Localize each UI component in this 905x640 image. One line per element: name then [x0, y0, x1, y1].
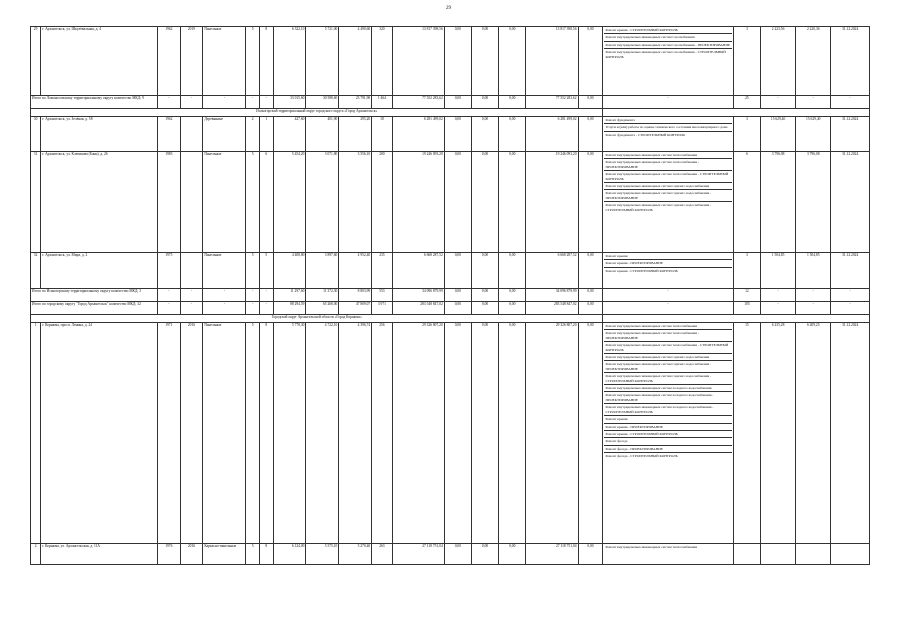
address: г. Архангельск, ул. Зелёная, д. 58: [41, 117, 158, 152]
work-item: Ремонт внутридомовых инженерных систем теплоснабжения - СТРОИТЕЛЬНЫЙ КОНТРОЛЬ: [604, 342, 731, 354]
work-item: Ремонт фасада - СТРОИТЕЛЬНЫЙ КОНТРОЛЬ: [605, 454, 678, 459]
floors: 5: [246, 152, 260, 253]
dash: -: [157, 302, 180, 315]
premises-area: 30 588,60: [306, 96, 339, 109]
fund-owners: 6 668 287,52: [526, 253, 578, 289]
row-number: 2: [31, 544, 41, 565]
year-repair: [180, 152, 203, 253]
section-row: [31, 315, 870, 323]
section-blank: [603, 315, 870, 323]
total-area: 33 015,60: [273, 96, 306, 109]
premises-area: 401,90: [306, 117, 339, 152]
fund-regional: 0,00: [471, 152, 498, 253]
unit-cost: [761, 544, 796, 565]
table-row: [31, 253, 870, 289]
residential-area: 4 952,40: [339, 253, 372, 289]
fund-owners: 13 817 398,56: [526, 27, 578, 96]
works-list: [603, 544, 733, 565]
work-item: Ремонт крыши - СТРОИТЕЛЬНЫЙ КОНТРОЛЬ: [605, 268, 678, 273]
unit-cost: -: [761, 96, 796, 109]
works-list: [603, 117, 733, 152]
fund-owners: 29 326 807,20: [526, 323, 578, 544]
fund-regional: 0,00: [471, 117, 498, 152]
work-item: Ремонт внутридомовых инженерных систем горячего водоснабжения - СТРОИТЕЛЬНЫЙ КОНТРОЛЬ: [604, 373, 731, 385]
dash: -: [246, 96, 260, 109]
works-count: 6: [733, 152, 760, 253]
fund-federal: 0,00: [444, 544, 471, 565]
residential-area: 23 791,90: [339, 96, 372, 109]
fund-local: 0,00: [499, 289, 526, 302]
works-count: 3: [733, 253, 760, 289]
work-item: Ремонт внутридомовых инженерных систем горячего водоснабжения - ПРОЕКТИРОВАНИЕ: [604, 190, 731, 202]
row-number: 29: [31, 27, 41, 96]
total-area: 427,60: [273, 117, 306, 152]
dash: -: [157, 289, 180, 302]
fund-local: 0,00: [499, 152, 526, 253]
unit-cost-limit: -: [796, 302, 831, 315]
work-item: Ремонт фасада: [604, 438, 731, 445]
unit-cost-limit: 15 629,40: [796, 117, 831, 152]
dash: -: [180, 289, 203, 302]
total-cost: 13 817 398,56: [392, 27, 444, 96]
works-list: [603, 253, 733, 289]
total-cost: 6 668 287,52: [392, 253, 444, 289]
fund-other: 0,00: [578, 117, 603, 152]
work-item: Ремонт внутридомовых инженерных систем теплоснабжения - ПРОЕКТИРОВАНИЕ: [604, 159, 731, 171]
table-row: [31, 544, 870, 565]
year-repair: 2016: [180, 323, 203, 544]
residential-area: 3 556,10: [339, 152, 372, 253]
repair-register-table: [30, 26, 870, 565]
table-row: [31, 117, 870, 152]
fund-regional: 0,00: [471, 302, 498, 315]
work-item: Ремонт крыши: [604, 253, 731, 260]
section-blank: [603, 109, 870, 117]
fund-federal: 0,00: [444, 27, 471, 96]
year-repair: 2016: [180, 544, 203, 565]
fund-local: 0,00: [499, 96, 526, 109]
floors: 5: [246, 323, 260, 544]
year-built: 1975: [157, 253, 180, 289]
works-list: -: [603, 96, 733, 109]
works-count: 105: [733, 302, 760, 315]
address: г. Архангельск, ул. Мира, д. 2: [41, 253, 158, 289]
fund-local: 0,00: [499, 323, 526, 544]
fund-regional: 0,00: [471, 323, 498, 544]
completion-date: 31.12.2024: [831, 323, 870, 544]
wall-material: Каркасно-панельные: [203, 544, 246, 565]
entrances: 6: [259, 152, 273, 253]
fund-other: 0,00: [578, 253, 603, 289]
work-item: Ремонт внутридомовых инженерных систем газоснабжения - СТРОИТЕЛЬНЫЙ КОНТРОЛЬ: [605, 50, 726, 59]
work-item: Ремонт внутридомовых инженерных систем горячего водоснабжения - СТРОИТЕЛЬНЫЙ КОНТРОЛЬ: [605, 203, 712, 212]
residential-area: 8 803,99: [339, 289, 372, 302]
work-item: Ремонт внутридомовых инженерных систем горячего водоснабжения: [604, 183, 731, 190]
wall-material: Панельные: [203, 253, 246, 289]
section-row: [31, 109, 870, 117]
works-list: [603, 152, 733, 253]
unit-cost-limit: -: [796, 289, 831, 302]
work-item: Ремонт крыши: [604, 416, 731, 423]
entrances: 1: [259, 117, 273, 152]
year-repair: [180, 117, 203, 152]
total-area: 6 124,00: [273, 544, 306, 565]
fund-other: 0,00: [578, 289, 603, 302]
residents: 256: [372, 323, 392, 544]
fund-local: 0,00: [499, 27, 526, 96]
dash: -: [246, 289, 260, 302]
premises-area: 5 721,00: [306, 27, 339, 96]
wall-material: Панельные: [203, 27, 246, 96]
total-area: 88 294,59: [273, 302, 306, 315]
fund-owners: 283 548 847,02: [526, 302, 578, 315]
works-count: 3: [733, 117, 760, 152]
address: г. Архангельск, ул. Клепикова (Банн), д. 26: [41, 152, 158, 253]
work-item: Услуги и (или) работы по оценке технического состояния многоквартирного дома: [604, 124, 731, 131]
total-cost: 27 118 751,04: [392, 544, 444, 565]
residents: 200: [372, 152, 392, 253]
unit-cost: -: [761, 289, 796, 302]
total-area: 5 778,30: [273, 323, 306, 544]
unit-cost-limit: 3 796,08: [796, 152, 831, 253]
dash: -: [180, 96, 203, 109]
works-count: 25: [733, 96, 760, 109]
dash: -: [259, 96, 273, 109]
fund-federal: 0,00: [444, 253, 471, 289]
completion-date: 31.12.2024: [831, 253, 870, 289]
total-area: 6 322,10: [273, 27, 306, 96]
entrances: 5: [259, 253, 273, 289]
work-item: Ремонт фундамента: [604, 117, 731, 124]
address: г. Архангельск, ул. Шкулёвальная, д. 4: [41, 27, 158, 96]
unit-cost: 15 629,40: [761, 117, 796, 152]
total-cost: 29 326 807,20: [392, 323, 444, 544]
work-item: Ремонт крыши - ПРОЕКТИРОВАНИЕ: [604, 260, 731, 267]
wall-material: Деревянные: [203, 117, 246, 152]
section-title: Исакогорский территориальный округ городского округа «Город Архангельск»: [31, 109, 603, 117]
table-row: [31, 27, 870, 96]
unit-cost: -: [761, 302, 796, 315]
residents: 235: [372, 253, 392, 289]
residential-area: 5 270,40: [339, 544, 372, 565]
total-label: Итого по Исакогорскому территориальному округу количество МКД: 3: [31, 289, 158, 302]
works-count: 12: [733, 289, 760, 302]
total-area: 11 297,60: [273, 289, 306, 302]
residents: 3 971: [372, 302, 392, 315]
work-item: Ремонт внутридомовых инженерных систем газоснабжения: [604, 34, 731, 41]
works-count: [733, 544, 760, 565]
unit-cost: 3 796,08: [761, 152, 796, 253]
premises-area: 3 897,60: [306, 253, 339, 289]
work-item: Ремонт внутридомовых инженерных систем теплоснабжения - ПРОЕКТИРОВАНИЕ: [604, 330, 731, 342]
total-cost: 6 281 499,02: [392, 117, 444, 152]
total-area: 5 454,20: [273, 152, 306, 253]
row-number: 1: [31, 323, 41, 544]
fund-other: 0,00: [578, 96, 603, 109]
fund-local: 0,00: [499, 117, 526, 152]
completion-date: -: [831, 96, 870, 109]
completion-date: -: [831, 302, 870, 315]
row-number: 32: [31, 253, 41, 289]
premises-area: 5 575,10: [306, 544, 339, 565]
residential-area: 4 490,60: [339, 27, 372, 96]
section-title: Городской округ Архангельской области «Город Коряжма»: [31, 315, 603, 323]
work-item: Ремонт внутридомовых инженерных систем холодного водоснабжения - СТРОИТЕЛЬНЫЙ КОНТРОЛЬ: [604, 404, 731, 416]
fund-federal: 0,00: [444, 152, 471, 253]
year-repair: [180, 253, 203, 289]
work-item: Ремонт внутридомовых инженерных систем холодного водоснабжения: [604, 385, 731, 392]
entrances: 8: [259, 544, 273, 565]
works-list: [603, 27, 733, 96]
residential-area: 47 809,07: [339, 302, 372, 315]
year-repair: 2019: [180, 27, 203, 96]
table-row: [31, 152, 870, 253]
fund-federal: 0,00: [444, 96, 471, 109]
total-row: [31, 96, 870, 109]
work-item: Ремонт крыши - СТРОИТЕЛЬНЫЙ КОНТРОЛЬ: [604, 431, 731, 438]
unit-cost-limit: [796, 544, 831, 565]
completion-date: 31.12.2024: [831, 152, 870, 253]
residents: 320: [372, 27, 392, 96]
works-list: [603, 323, 733, 544]
fund-regional: 0,00: [471, 96, 498, 109]
work-item: Ремонт фасада - ПРОЕКТИРОВАНИЕ: [604, 446, 731, 453]
total-row: [31, 289, 870, 302]
fund-owners: 77 552 283,62: [526, 96, 578, 109]
works-count: 3: [733, 27, 760, 96]
entrances: 8: [259, 27, 273, 96]
year-built: 1962: [157, 117, 180, 152]
total-cost: 283 548 847,02: [392, 302, 444, 315]
dash: -: [203, 289, 246, 302]
unit-cost-limit: -: [796, 96, 831, 109]
total-cost: 19 246 093,20: [392, 152, 444, 253]
unit-cost-limit: 2 220,36: [796, 27, 831, 96]
work-item: Ремонт внутридомовых инженерных систем газоснабжения - ПРОЕКТИРОВАНИЕ: [604, 42, 731, 49]
fund-federal: 0,00: [444, 289, 471, 302]
work-item: Ремонт внутридомовых инженерных систем горячего водоснабжения - ПРОЕКТИРОВАНИЕ: [604, 361, 731, 373]
wall-material: Панельные: [203, 152, 246, 253]
floors: 2: [246, 117, 260, 152]
fund-regional: 0,00: [471, 289, 498, 302]
work-item: Ремонт внутридомовых инженерных систем теплоснабжения - СТРОИТЕЛЬНЫЙ КОНТРОЛЬ: [604, 171, 731, 183]
completion-date: [831, 544, 870, 565]
total-row: [31, 302, 870, 315]
fund-other: 0,00: [578, 302, 603, 315]
work-item: Ремонт крыши - ПРОЕКТИРОВАНИЕ: [604, 424, 731, 431]
floors: 5: [246, 253, 260, 289]
floors: 5: [246, 544, 260, 565]
fund-local: 0,00: [499, 302, 526, 315]
page-number: 29: [446, 6, 451, 11]
address: г. Коряжма, просп. Ленина, д. 24: [41, 323, 158, 544]
total-cost: 77 552 283,62: [392, 96, 444, 109]
total-area: 4 408,80: [273, 253, 306, 289]
fund-regional: 0,00: [471, 253, 498, 289]
unit-cost: 6 235,28: [761, 323, 796, 544]
fund-owners: 19 246 093,20: [526, 152, 578, 253]
residential-area: 4 396,74: [339, 323, 372, 544]
wall-material: Панельные: [203, 323, 246, 544]
fund-federal: 0,00: [444, 302, 471, 315]
table-row: [31, 323, 870, 544]
fund-local: 0,00: [499, 253, 526, 289]
fund-owners: 34 096 879,99: [526, 289, 578, 302]
work-item: Ремонт фундамента - СТРОИТЕЛЬНЫЙ КОНТРОЛЬ: [605, 132, 686, 137]
completion-date: -: [831, 289, 870, 302]
unit-cost: 1 504,85: [761, 253, 796, 289]
year-built: 1983: [157, 152, 180, 253]
completion-date: 31.12.2024: [831, 27, 870, 96]
year-built: 1976: [157, 544, 180, 565]
fund-federal: 0,00: [444, 323, 471, 544]
unit-cost: 2 223,56: [761, 27, 796, 96]
fund-owners: 27 118 751,04: [526, 544, 578, 565]
residents: 1 464: [372, 96, 392, 109]
dash: -: [180, 302, 203, 315]
fund-owners: 6 281 499,02: [526, 117, 578, 152]
work-item: Ремонт внутридомовых инженерных систем холодного водоснабжения - ПРОЕКТИРОВАНИЕ: [604, 392, 731, 404]
residential-area: 295,20: [339, 117, 372, 152]
fund-other: 0,00: [578, 323, 603, 544]
residents: 263: [372, 544, 392, 565]
work-item: Ремонт внутридомовых инженерных систем горячего водоснабжения: [604, 354, 731, 361]
work-item: Ремонт крыши - СТРОИТЕЛЬНЫЙ КОНТРОЛЬ: [604, 27, 731, 34]
address: г. Коряжма, ул. Архангельская, д. 11А: [41, 544, 158, 565]
dash: -: [246, 302, 260, 315]
premises-area: 11 372,30: [306, 289, 339, 302]
row-number: 31: [31, 152, 41, 253]
premises-area: 4 722,10: [306, 323, 339, 544]
dash: -: [157, 96, 180, 109]
premises-area: 65 268,00: [306, 302, 339, 315]
residents: 18: [372, 117, 392, 152]
fund-regional: 0,00: [471, 544, 498, 565]
works-list: -: [603, 302, 733, 315]
fund-federal: 0,00: [444, 117, 471, 152]
total-label: Итого по городскому округу "Город Архангельск" количество МКД: 32: [31, 302, 158, 315]
total-cost: 34 096 879,99: [392, 289, 444, 302]
entrances: 8: [259, 323, 273, 544]
fund-other: 0,00: [578, 27, 603, 96]
work-item: Ремонт внутридомовых инженерных систем теплоснабжения: [604, 323, 731, 330]
work-item: Ремонт внутридомовых инженерных систем теплоснабжения: [604, 152, 731, 159]
unit-cost-limit: 1 504,85: [796, 253, 831, 289]
total-label: Итого по Ломоносовскому территориальному округу количество МКД: 9: [31, 96, 158, 109]
dash: -: [203, 302, 246, 315]
year-built: 1971: [157, 323, 180, 544]
row-number: 30: [31, 117, 41, 152]
fund-local: 0,00: [499, 544, 526, 565]
fund-regional: 0,00: [471, 27, 498, 96]
floors: 5: [246, 27, 260, 96]
works-list: -: [603, 289, 733, 302]
premises-area: 3 071,80: [306, 152, 339, 253]
residents: 553: [372, 289, 392, 302]
fund-other: 0,00: [578, 544, 603, 565]
completion-date: 31.12.2024: [831, 117, 870, 152]
unit-cost-limit: 6 209,25: [796, 323, 831, 544]
fund-other: 0,00: [578, 152, 603, 253]
work-item: Ремонт внутридомовых инженерных систем теплоснабжения: [605, 545, 698, 549]
year-built: 1962: [157, 27, 180, 96]
dash: -: [259, 302, 273, 315]
works-count: 15: [733, 323, 760, 544]
dash: -: [259, 289, 273, 302]
dash: -: [203, 96, 246, 109]
